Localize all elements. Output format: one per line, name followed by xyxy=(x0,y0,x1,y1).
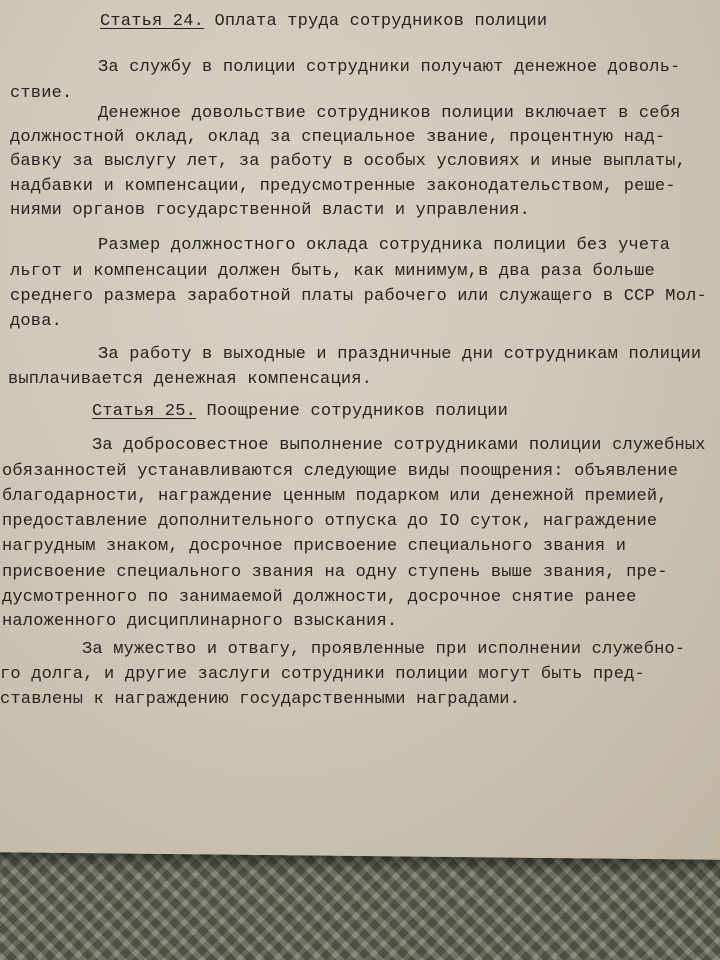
text-line: предоставление дополнительного отпуска до IO суток, награждение xyxy=(2,512,658,531)
text-line: го долга, и другие заслуги сотрудники полиции могут быть пред- xyxy=(0,665,645,684)
text-line: ниями органов государственной власти и управления. xyxy=(10,201,531,220)
text-line: Размер должностного оклада сотрудника полиции без учета xyxy=(98,236,671,255)
text-line: Денежное довольствие сотрудников полиции включает в себя xyxy=(98,104,681,123)
text-line: ставлены к награждению государственными наградами. xyxy=(0,690,521,709)
text-line: дусмотренного по занимаемой должности, досрочное снятие ранее xyxy=(2,588,637,607)
text-line: дова. xyxy=(10,312,63,331)
text-line: За службу в полиции сотрудники получают денежное доволь- xyxy=(98,58,681,77)
text-line: За работу в выходные и праздничные дни сотрудникам полиции xyxy=(98,345,702,364)
article-24-heading xyxy=(100,12,547,31)
article-25-title: Поощрение сотрудников полиции xyxy=(206,402,509,421)
text-line: За мужество и отвагу, проявленные при исполнении служебно- xyxy=(82,640,686,659)
article-24-number: Статья 24. xyxy=(100,12,205,31)
text-line: За добросовестное выполнение сотрудниками полиции служебных xyxy=(92,436,706,455)
article-25-heading xyxy=(92,402,508,421)
article-25-number: Статья 25. xyxy=(92,402,197,421)
text-line: ствие. xyxy=(10,84,73,103)
text-line: присвоение специального звания на одну ступень выше звания, пре- xyxy=(2,563,668,582)
text-line: должностной оклад, оклад за специальное звание, процентную над- xyxy=(10,128,666,147)
text-line: благодарности, награждение ценным подарком или денежной премией, xyxy=(2,487,668,506)
text-line: наложенного дисциплинарного взыскания. xyxy=(2,612,398,631)
text-line: обязанностей устанавливаются следующие виды поощрения: объявление xyxy=(2,462,679,481)
text-line: льгот и компенсации должен быть, как минимум,в два раза больше xyxy=(10,262,655,281)
text-line: надбавки и компенсации, предусмотренные законодательством, реше- xyxy=(10,177,676,196)
text-line: выплачивается денежная компенсация. xyxy=(8,370,373,389)
text-line: нагрудным знаком, досрочное присвоение специального звания и xyxy=(2,537,627,556)
text-line: среднего размера заработной платы рабочего или служащего в ССР Мол- xyxy=(10,287,707,306)
article-24-title: Оплата труда сотрудников полиции xyxy=(214,12,548,31)
text-line: бавку за выслугу лет, за работу в особых условиях и иные выплаты, xyxy=(10,152,687,171)
